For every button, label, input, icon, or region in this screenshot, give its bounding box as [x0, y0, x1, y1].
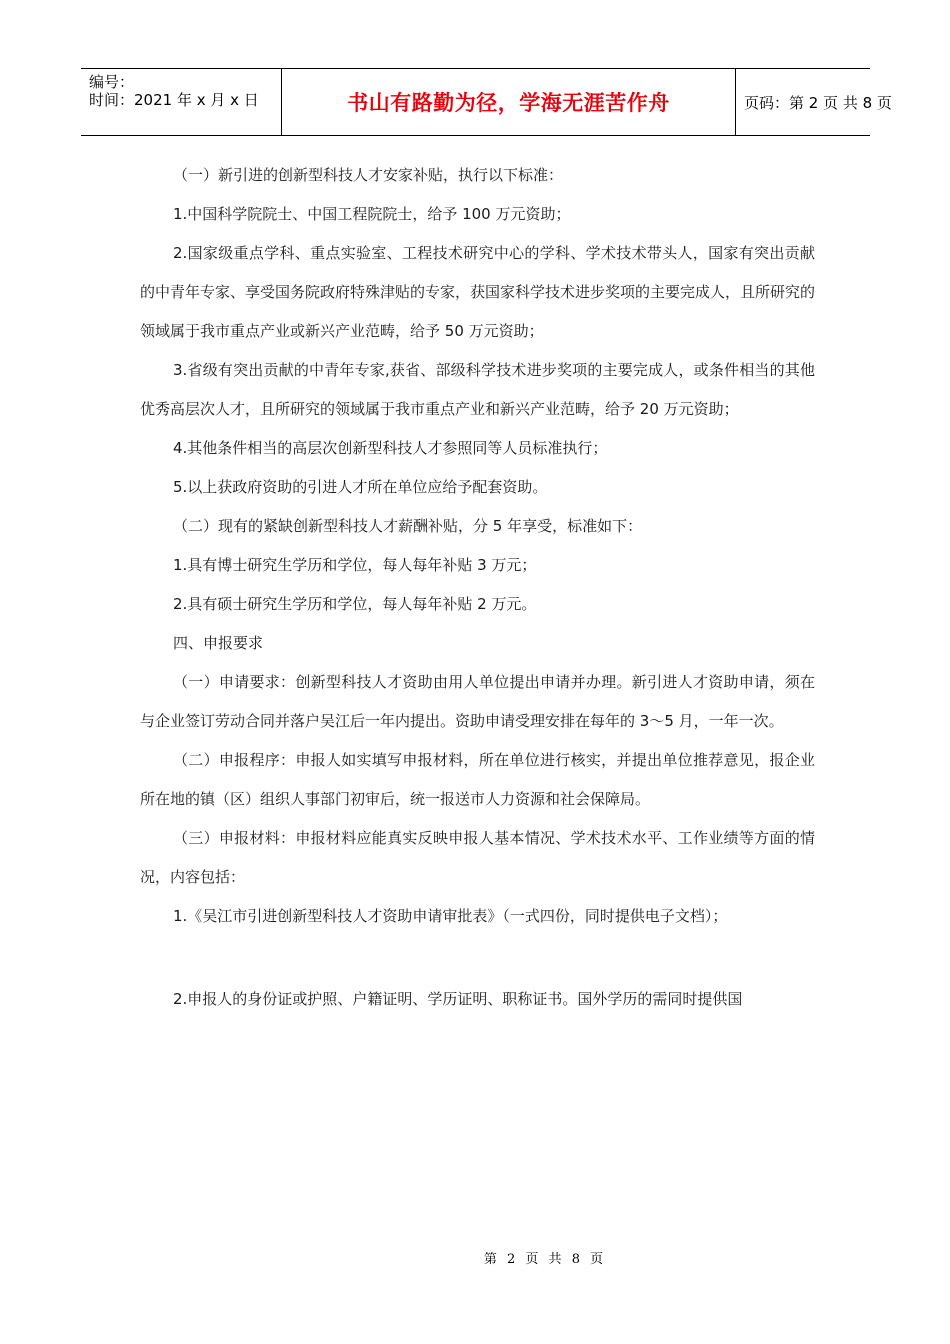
page-footer: 第 2 页 共 8 页	[483, 1252, 607, 1267]
document-body	[140, 156, 815, 1019]
motto-text: 书山有路勤为径，学海无涯苦作舟	[347, 90, 670, 115]
paragraph: 2.具有硕士研究生学历和学位，每人每年补贴 2 万元。	[173, 595, 537, 613]
paragraph: 2.国家级重点学科、重点实验室、工程技术研究中心的学科、学术技术带头人，国家有突出贡献的中青年专家、享受国务院政府特殊津贴的专家，获国家科学技术进步奖项的主要完成人，且所研究的领域属于我市重点产业或新兴产业范畴，给予 50 万元资助；	[140, 244, 816, 340]
section-heading: 四、申报要求	[173, 634, 264, 652]
paragraph: 5.以上获政府资助的引进人才所在单位应给予配套资助。	[173, 478, 548, 496]
paragraph: （一）新引进的创新型科技人才安家补贴，执行以下标准：	[173, 166, 564, 184]
paragraph: 4.其他条件相当的高层次创新型科技人才参照同等人员标准执行；	[173, 439, 608, 457]
paragraph: （二）申报程序：申报人如实填写申报材料，所在单位进行核实，并提出单位推荐意见，报企业所在地的镇（区）组织人事部门初审后，统一报送市人力资源和社会保障局。	[140, 751, 815, 808]
date-label: 时间：2021 年 x 月 x 日	[89, 91, 259, 109]
serial-number-label: 编号：	[89, 73, 135, 91]
paragraph: 1.具有博士研究生学历和学位，每人每年补贴 3 万元；	[173, 556, 537, 574]
paragraph: 2.申报人的身份证或护照、户籍证明、学历证明、职称证书。国外学历的需同时提供国	[173, 990, 743, 1008]
page-code-label: 页码：第 2 页 共 8 页	[744, 93, 892, 112]
paragraph: （二）现有的紧缺创新型科技人才薪酬补贴，分 5 年享受，标准如下：	[173, 517, 643, 535]
blank-line	[140, 936, 815, 980]
paragraph: 3.省级有突出贡献的中青年专家,获省、部级科学技术进步奖项的主要完成人，或条件相当的其他优秀高层次人才，且所研究的领域属于我市重点产业和新兴产业范畴，给予 20 万元资助；	[140, 361, 815, 418]
paragraph: （三）申报材料：申报材料应能真实反映申报人基本情况、学术技术水平、工作业绩等方面的情况，内容包括：	[140, 829, 815, 886]
paragraph: （一）申请要求：创新型科技人才资助由用人单位提出申请并办理。新引进人才资助申请，须在与企业签订劳动合同并落户吴江后一年内提出。资助申请受理安排在每年的 3～5 月，一年一次。	[140, 673, 815, 730]
header-info-cell	[81, 69, 281, 135]
header-page-cell	[736, 69, 892, 135]
paragraph: 1.中国科学院院士、中国工程院院士，给予 100 万元资助；	[173, 205, 571, 223]
paragraph: 1.《吴江市引进创新型科技人才资助申请审批表》（一式四份，同时提供电子文档）；	[173, 907, 728, 925]
header-motto-cell	[281, 69, 736, 135]
page-header	[81, 68, 892, 136]
